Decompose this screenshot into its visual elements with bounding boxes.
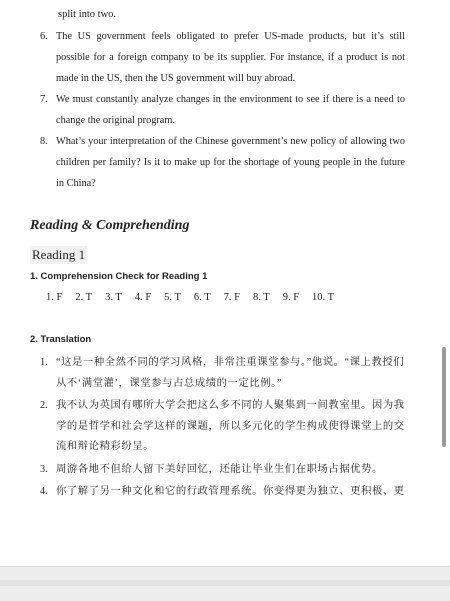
translation-number: 3.	[40, 463, 48, 475]
answer-item: 5. T	[164, 292, 181, 303]
translation-number: 4.	[40, 486, 48, 497]
question-text: The US government feels obligated to prefer US-made products, but it’s still possible for a foreign company to be its supplier. For instance, if a product is not made in the US, then the US government will buy abroad.	[56, 31, 405, 84]
translation-list	[40, 353, 405, 505]
translation-item	[40, 396, 405, 458]
reading-label: Reading 1	[32, 247, 86, 262]
answer-item: 6. T	[193, 292, 211, 303]
answer-item: 4. F	[134, 292, 152, 303]
translation-text: “这是一种全然不同的学习风格，非常注重课堂参与。”他说。“课上教授们从不‘满堂灌’，课堂参与占总成绩的一定比例。”	[56, 357, 405, 389]
question-number: 6.	[40, 31, 48, 42]
continued-text: split into two.	[58, 9, 117, 20]
comprehension-heading: 1. Comprehension Check for Reading 1	[30, 271, 208, 282]
question-list	[40, 26, 405, 194]
translation-text: 我不认为英国有哪所大学会把这么多不同的人聚集到一间教室里。因为我学的是哲学和社会学这样的课题，所以多元化的学生构成使得课堂上的交流和辩论精彩纷呈。	[56, 400, 405, 452]
question-number: 7.	[40, 94, 48, 105]
answer-key	[46, 292, 334, 303]
answer-item: 3. T	[105, 292, 122, 303]
scrollbar-thumb[interactable]	[442, 347, 446, 447]
translation-number: 1.	[40, 357, 48, 368]
answer-item: 8. T	[252, 292, 270, 303]
question-item	[40, 89, 405, 131]
question-text: We must constantly analyze changes in the environment to see if there is a need to change the original program.	[56, 94, 405, 126]
translation-item	[40, 482, 405, 503]
translation-item	[40, 353, 405, 394]
translation-item	[40, 460, 405, 481]
question-item	[40, 131, 405, 194]
answer-item: 1. F	[46, 292, 63, 303]
question-number: 8.	[40, 136, 48, 147]
answer-item: 7. F	[223, 292, 240, 303]
bottom-divider	[0, 580, 450, 586]
translation-text: 周游各地不但给人留下美好回忆，还能让毕业生们在职场占据优势。	[56, 463, 383, 475]
answer-item: 10. T	[312, 292, 335, 303]
translation-text: 你了解了另一种文化和它的行政管理系统。你变得更为独立、更积极、更	[56, 486, 405, 497]
answer-item: 2. T	[75, 292, 93, 303]
translation-number: 2.	[40, 400, 48, 411]
section-title: Reading & Comprehending	[30, 218, 190, 233]
question-item	[40, 26, 405, 89]
translation-heading: 2. Translation	[30, 334, 92, 345]
question-text: What’s your interpretation of the Chinese government’s new policy of allowing two children per family? Is it to make up for the shortage of young people in the future in China?	[56, 136, 405, 189]
answer-item: 9. F	[282, 292, 300, 303]
